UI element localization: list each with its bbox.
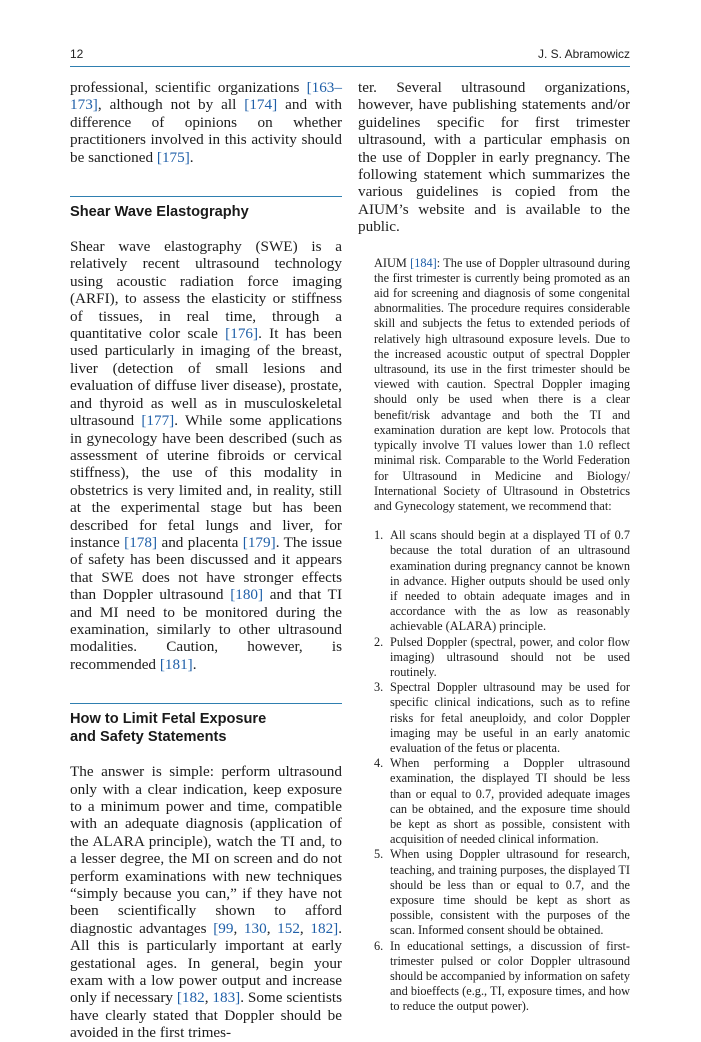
- list-item-number: 4.: [374, 756, 384, 771]
- page-number: 12: [70, 47, 84, 61]
- list-item: [358, 939, 630, 1015]
- list-item-text: Spectral Doppler ultrasound may be used for specific clinical indications, such as to refine risks for fetal aneuploidy, and color Doppler imaging may be useful in an early anatomic evaluation of the fetus or placenta.: [390, 680, 630, 755]
- header-rule: [70, 66, 630, 67]
- section-limit-exposure: [70, 703, 342, 1042]
- section-shear-wave: [70, 196, 342, 673]
- citation-link[interactable]: [175]: [156, 148, 190, 166]
- section-rule: [70, 196, 342, 197]
- right-intro-paragraph: ter. Several ultrasound organizations, however, have publishing statements and/or guidelines specific for first trimester ultrasound, with a particular emphasis on the use of Doppler in early pregnancy. The following statement which summarizes the various guidelines is copied from the AIUM’s website and is available to the public.: [358, 79, 630, 236]
- limit-exposure-paragraph: The answer is simple: perform ultrasound only with a clear indication, keep exposure to a minimum power and time, compatible with an adequate diagnosis (application of the ALARA principle), watch the TI and, to a lesser degree, the MI on screen and do not perform examinations with new techniques “simply because you can,” if they have not been scientifically shown to afford diagnostic advantages [99, 130, 152, 182]. All this is particularly important at early gestational ages. In general, begin your exam with a low power output and increase only if necessary [182, 183]. Some scientists have clearly stated that Doppler should be avoided in the first trimes-: [70, 763, 343, 1042]
- citation-link[interactable]: [99: [213, 919, 234, 937]
- list-item: [358, 756, 630, 847]
- section-title-shear-wave: Shear Wave Elastography: [70, 204, 249, 221]
- list-item-number: 1.: [374, 528, 384, 543]
- recommendation-list: [358, 528, 630, 1015]
- section-title-limit-exposure: How to Limit Fetal Exposure and Safety Statements: [70, 711, 267, 746]
- citation-link[interactable]: 152: [277, 919, 300, 937]
- shear-wave-paragraph: Shear wave elastography (SWE) is a relatively recent ultrasound technology using acoustic radiation force imaging (ARFI), to assess the elasticity or stiffness of tissues, in real time, through a quantitative color scale [176]. It has been used particularly in imaging of the breast, liver (detection of small lesions and evaluation of diffuse liver disease), prostate, and thyroid as well as in musculoskeletal ultrasound [177]. While some applications in gynecology have been described (such as assessment of uterine fibroids or cervical stiffness), the use of this modality in obstetrics is very limited and, in reality, still at the experimental stage but has been described for fetal lungs and liver, for instance [178] and placenta [179]. The issue of safety has been discussed and it appears that SWE does not have stronger effects than Doppler ultrasound [180] and that TI and MI need to be monitored during the examination, similarly to other ultrasound modalities. Caution, however, is recommended [181].: [70, 238, 342, 673]
- citation-link[interactable]: [180]: [230, 586, 264, 604]
- citation-link[interactable]: 130: [243, 919, 267, 937]
- citation-link[interactable]: [181]: [159, 655, 193, 673]
- citation-link[interactable]: [176]: [225, 325, 259, 343]
- list-item-text: Pulsed Doppler (spectral, power, and color flow imaging) ultrasound should not be used routinely.: [390, 634, 630, 679]
- list-item: [358, 635, 630, 681]
- list-item-text: All scans should begin at a displayed TI of 0.7 because the total duration of an ultrasound examination during pregnancy cannot be known in advance. Higher outputs should be used only if needed to obtain adequate images and in accordance with the as low as reasonably achievable (ALARA) principle.: [390, 528, 630, 634]
- intro-paragraph: professional, scientific organizations [163–173], although not by all [174] and with difference of opinions on whether practitioners involved in this activity should be sanctioned [175].: [70, 79, 342, 166]
- citation-link[interactable]: [184]: [410, 255, 437, 270]
- citation-link[interactable]: [179]: [242, 533, 276, 551]
- citation-link[interactable]: [177]: [141, 412, 175, 430]
- citation-link[interactable]: [163–173]: [70, 79, 342, 114]
- list-item-text: In educational settings, a discussion of first-trimester pulsed or color Doppler ultrasound should be accompanied by information on safety and bioeffects (e.g., TI, exposure times, and how to reduce the output power).: [390, 938, 630, 1014]
- list-item-number: 5.: [374, 847, 384, 862]
- list-item-text: When using Doppler ultrasound for research, teaching, and training purposes, the displayed TI should be less than or equal to 0.7, and the exposure time should be kept as short as possible, consistent with the purposes of the scan. Informed consent should be obtained.: [390, 847, 630, 938]
- list-item: [358, 847, 630, 938]
- citation-link[interactable]: 182]: [310, 919, 339, 937]
- running-header-author: J. S. Abramowicz: [537, 47, 630, 61]
- citation-link[interactable]: [182: [176, 989, 205, 1007]
- citation-link[interactable]: [178]: [124, 533, 158, 551]
- list-item-text: When performing a Doppler ultrasound examination, the displayed TI should be less than or equal to 0.7, provided adequate images can be obtained, and the exposure time should be kept as short as possible, consistent with acquisition of needed clinical information.: [390, 756, 630, 847]
- list-item-number: 2.: [374, 634, 384, 649]
- right-column: [358, 79, 630, 1015]
- citation-link[interactable]: [174]: [244, 96, 278, 114]
- citation-link[interactable]: 183]: [212, 989, 241, 1007]
- left-column: [70, 79, 342, 1042]
- aium-statement: AIUM [184]: The use of Doppler ultrasound during the first trimester is currently being promoted as an aid for screening and diagnosis of some congenital abnormalities. The procedure requires considerable skill and subjects the fetus to extended periods of relatively high ultrasound exposure levels. Due to the increased acoustic output of spectral Doppler ultrasound, its use in the first trimester should be viewed with caution. Spectral Doppler imaging should only be used when there is a clear benefit/risk advantage and both the TI and examination duration are kept low. Protocols that typically involve TI values lower than 1.0 reflect minimal risk. Comparable to the World Federation for Ultrasound in Medicine and Biology/ International Society of Ultrasound in Obstetrics and Gynecology statement, we recommend that:: [374, 255, 630, 513]
- list-item: [358, 680, 630, 756]
- list-item: [358, 528, 630, 634]
- section-rule: [70, 703, 342, 704]
- list-item-number: 6.: [374, 938, 384, 953]
- list-item-number: 3.: [374, 680, 384, 695]
